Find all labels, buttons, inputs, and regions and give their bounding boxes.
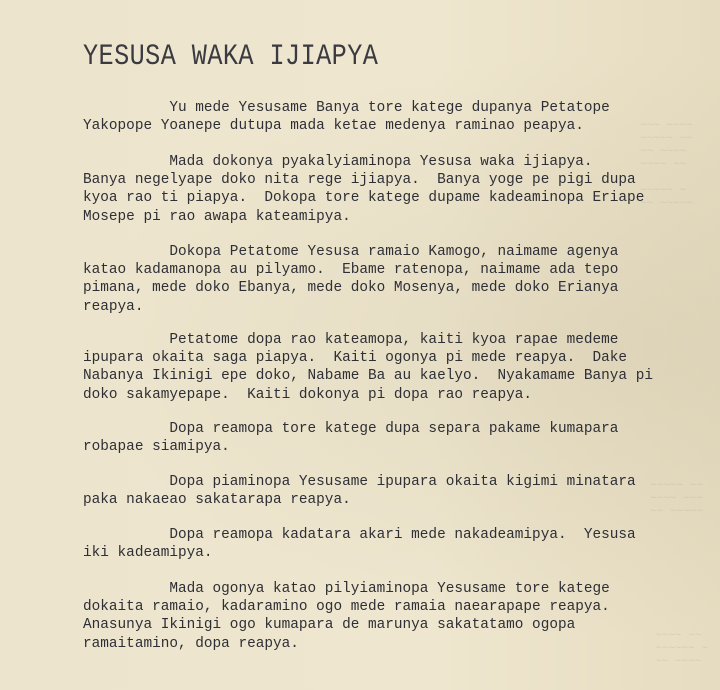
paragraph-5: Dopa reamopa tore katege dupa separa pakame kumapara robapae siamipya. bbox=[83, 421, 619, 456]
paragraph-2: Mada dokonya pyakalyiaminopa Yesusa waka ijiapya. Banya negelyape doko nita rege ijiapya. Banya yoge pe pigi dupa kyoa rao ti piapya. Dokopa tore katege dupame kadeaminopa Eriape Mosepe pi rao awapa kateamipya. bbox=[83, 154, 645, 225]
paragraph-4: Petatome dopa rao kateamopa, kaiti kyoa rapae medeme ipupara okaita saga piapya. Kaiti ogonya pi mede reapya. Dake Nabanya Ikinigi epe doko, Nabame Ba au kaelyo. Nyakamame Banya pi doko sakamyepape. Kaiti dokonya pi dopa rao reapya. bbox=[83, 332, 653, 403]
paragraph-1: Yu mede Yesusame Banya tore katege dupanya Petatope Yakopope Yoanepe dutupa mada ketae medenya raminao peapya. bbox=[83, 100, 610, 135]
document-title: YESUSA WAKA IJIAPYA bbox=[83, 40, 379, 74]
paragraph-3: Dokopa Petatome Yesusa ramaio Kamogo, naimame agenya katao kadamanopa au pilyamo. Ebame ratenopa, naimame ada tepo pimana, mede doko Ebanya, mede doko Mosenya, mede doko Erianya reapya. bbox=[83, 244, 619, 315]
paragraph-6: Dopa piaminopa Yesusame ipupara okaita kigimi minatara paka nakaeao sakatarapa reapya. bbox=[83, 474, 636, 509]
bleed-through-text: ~~~~ ~~ ~~~~~~ ~ ~~ ~~~~ bbox=[655, 630, 708, 668]
bleed-through-text: ~~~ ~~~~ ~~~~~ ~~ ~~ ~~~~ ~~~~ ~~ ~~~~~ ~ ~~ ~~~~~ bbox=[640, 120, 693, 210]
paragraph-8: Mada ogonya katao pilyiaminopa Yesusame tore katege dokaita ramaio, kadaramino ogo mede ramaia naearapape reapya. Anasunya Ikinigi ogo kumapara de marunya sakatatamo ogopa ramaitamino, dopa reapya. bbox=[83, 581, 610, 652]
bleed-through-text: ~~~~~ ~~ ~~~~ ~~~ ~~ ~~~~~ bbox=[650, 480, 703, 518]
paragraph-7: Dopa reamopa kadatara akari mede nakadeamipya. Yesusa iki kadeamipya. bbox=[83, 527, 636, 562]
